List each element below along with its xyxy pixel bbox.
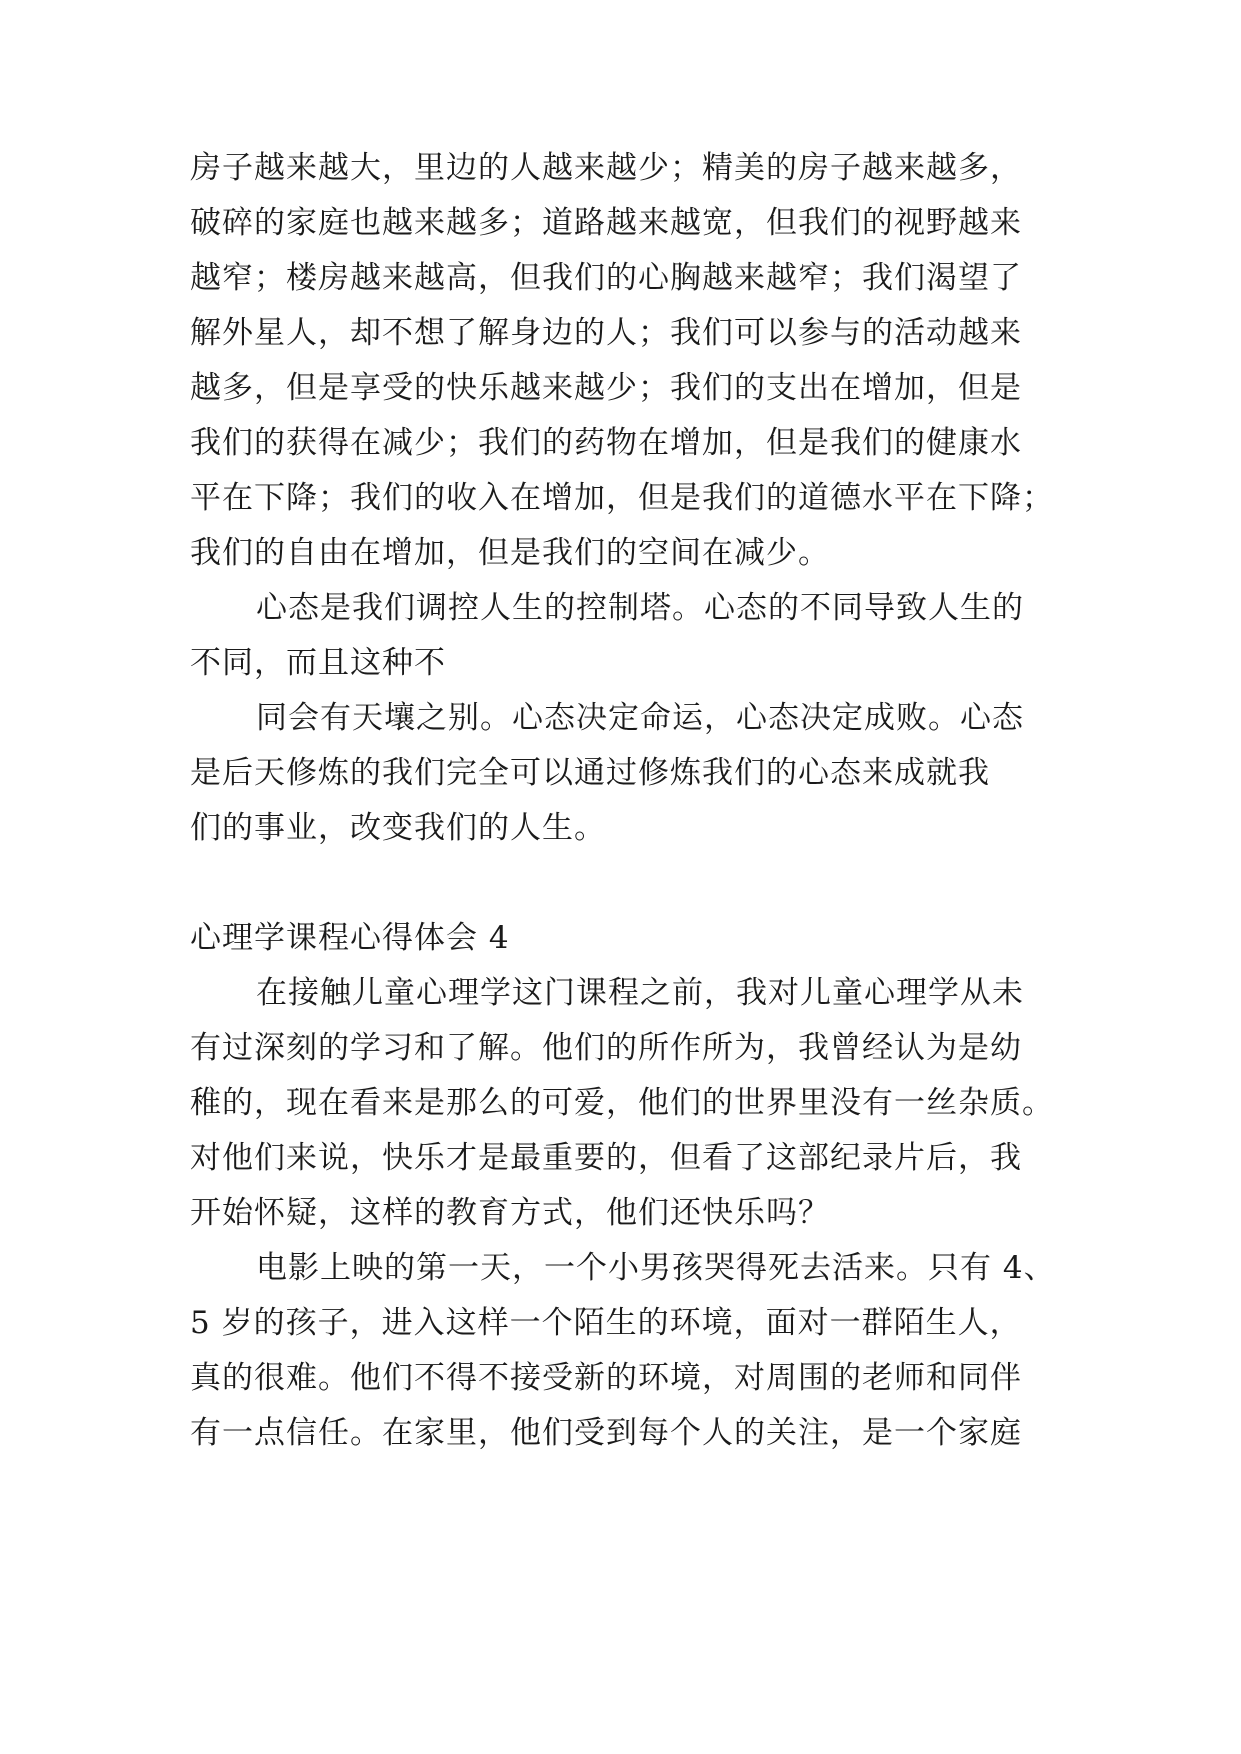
text-line: 房子越来越大，里边的人越来越少；精美的房子越来越多，: [190, 150, 1022, 186]
text-line: 有过深刻的学习和了解。他们的所作所为，我曾经认为是幼: [190, 1030, 1022, 1066]
text-line: 是后天修炼的我们完全可以通过修炼我们的心态来成就我: [190, 755, 990, 791]
text-line: 有一点信任。在家里，他们受到每个人的关注，是一个家庭: [190, 1415, 1022, 1451]
text-line: 不同，而且这种不: [190, 645, 446, 681]
text-line: 破碎的家庭也越来越多；道路越来越宽，但我们的视野越来: [190, 205, 1022, 241]
text-line: 越窄；楼房越来越高，但我们的心胸越来越窄；我们渴望了: [190, 260, 1022, 296]
text-line: 我们的获得在减少；我们的药物在增加，但是我们的健康水: [190, 425, 1022, 461]
section-heading: 心理学课程心得体会 4: [190, 920, 510, 956]
text-line: 电影上映的第一天，一个小男孩哭得死去活来。只有 4、: [256, 1250, 1056, 1286]
text-line: 越多，但是享受的快乐越来越少；我们的支出在增加，但是: [190, 370, 1022, 406]
text-line: 在接触儿童心理学这门课程之前，我对儿童心理学从未: [256, 975, 1024, 1011]
text-line: 稚的，现在看来是那么的可爱，他们的世界里没有一丝杂质。: [190, 1085, 1054, 1121]
text-line: 5 岁的孩子，进入这样一个陌生的环境，面对一群陌生人，: [190, 1305, 1022, 1341]
text-line: 平在下降；我们的收入在增加，但是我们的道德水平在下降；: [190, 480, 1054, 516]
text-line: 对他们来说，快乐才是最重要的，但看了这部纪录片后，我: [190, 1140, 1022, 1176]
text-line: 解外星人，却不想了解身边的人；我们可以参与的活动越来: [190, 315, 1022, 351]
text-line: 我们的自由在增加，但是我们的空间在减少。: [190, 535, 830, 571]
text-line: 真的很难。他们不得不接受新的环境，对周围的老师和同伴: [190, 1360, 1022, 1396]
text-line: 开始怀疑，这样的教育方式，他们还快乐吗？: [190, 1195, 830, 1231]
text-line: 同会有天壤之别。心态决定命运，心态决定成败。心态: [256, 700, 1024, 736]
text-line: 心态是我们调控人生的控制塔。心态的不同导致人生的: [256, 590, 1024, 626]
text-line: 们的事业，改变我们的人生。: [190, 810, 606, 846]
